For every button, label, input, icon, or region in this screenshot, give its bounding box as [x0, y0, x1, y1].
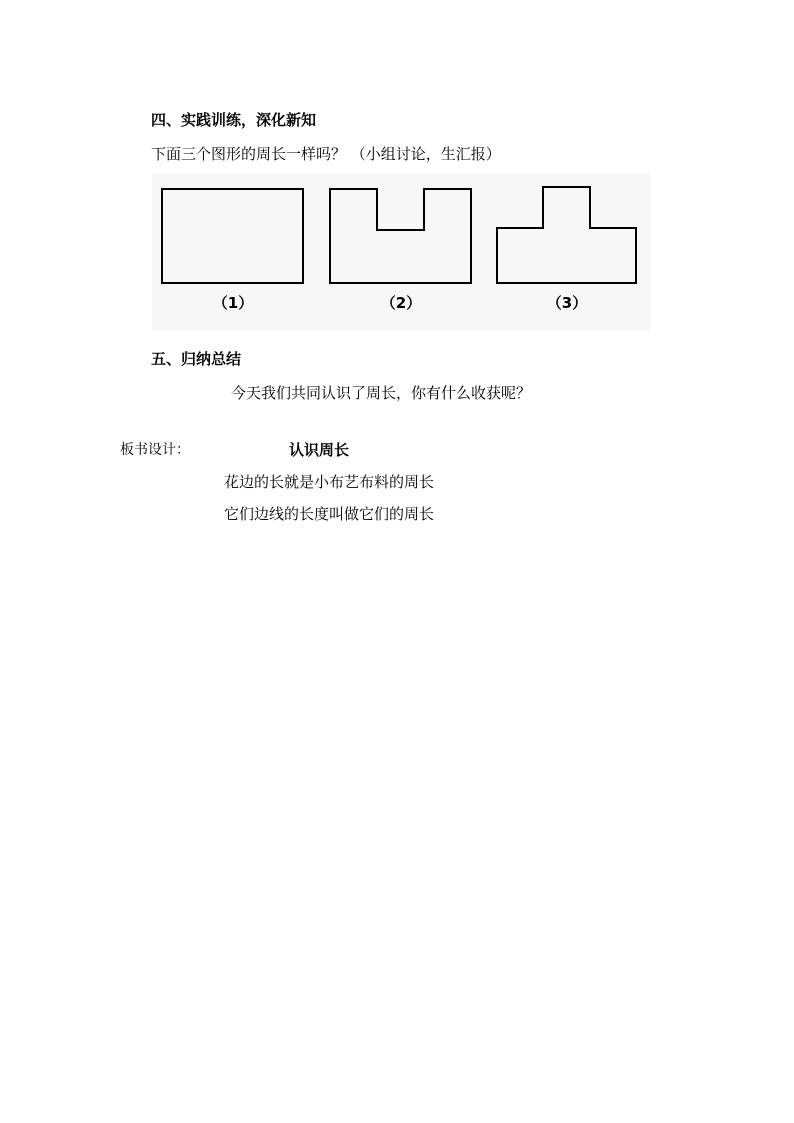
- figure-2-notched-shape: [330, 189, 471, 283]
- figure-3-stepped-shape: [497, 187, 636, 283]
- section-heading-practice: 四、实践训练，深化新知: [151, 111, 317, 129]
- board-title: 认识周长: [289, 441, 350, 459]
- perimeter-figures-image: [152, 173, 651, 331]
- figure-1-rectangle: [162, 189, 303, 283]
- figure-1-label: （1）: [212, 294, 254, 312]
- board-line-2: 它们边线的长度叫做它们的周长: [224, 505, 435, 523]
- board-design-label: 板书设计：: [120, 442, 190, 458]
- perimeter-question: 下面三个图形的周长一样吗？ （小组讨论，生汇报）: [151, 145, 501, 163]
- summary-question: 今天我们共同认识了周长，你有什么收获呢？: [231, 384, 532, 402]
- board-line-1: 花边的长就是小布艺布料的周长: [224, 473, 435, 491]
- section-heading-summary: 五、归纳总结: [151, 350, 242, 368]
- figure-2-label: （2）: [380, 294, 422, 312]
- figure-3-label: （3）: [546, 294, 588, 312]
